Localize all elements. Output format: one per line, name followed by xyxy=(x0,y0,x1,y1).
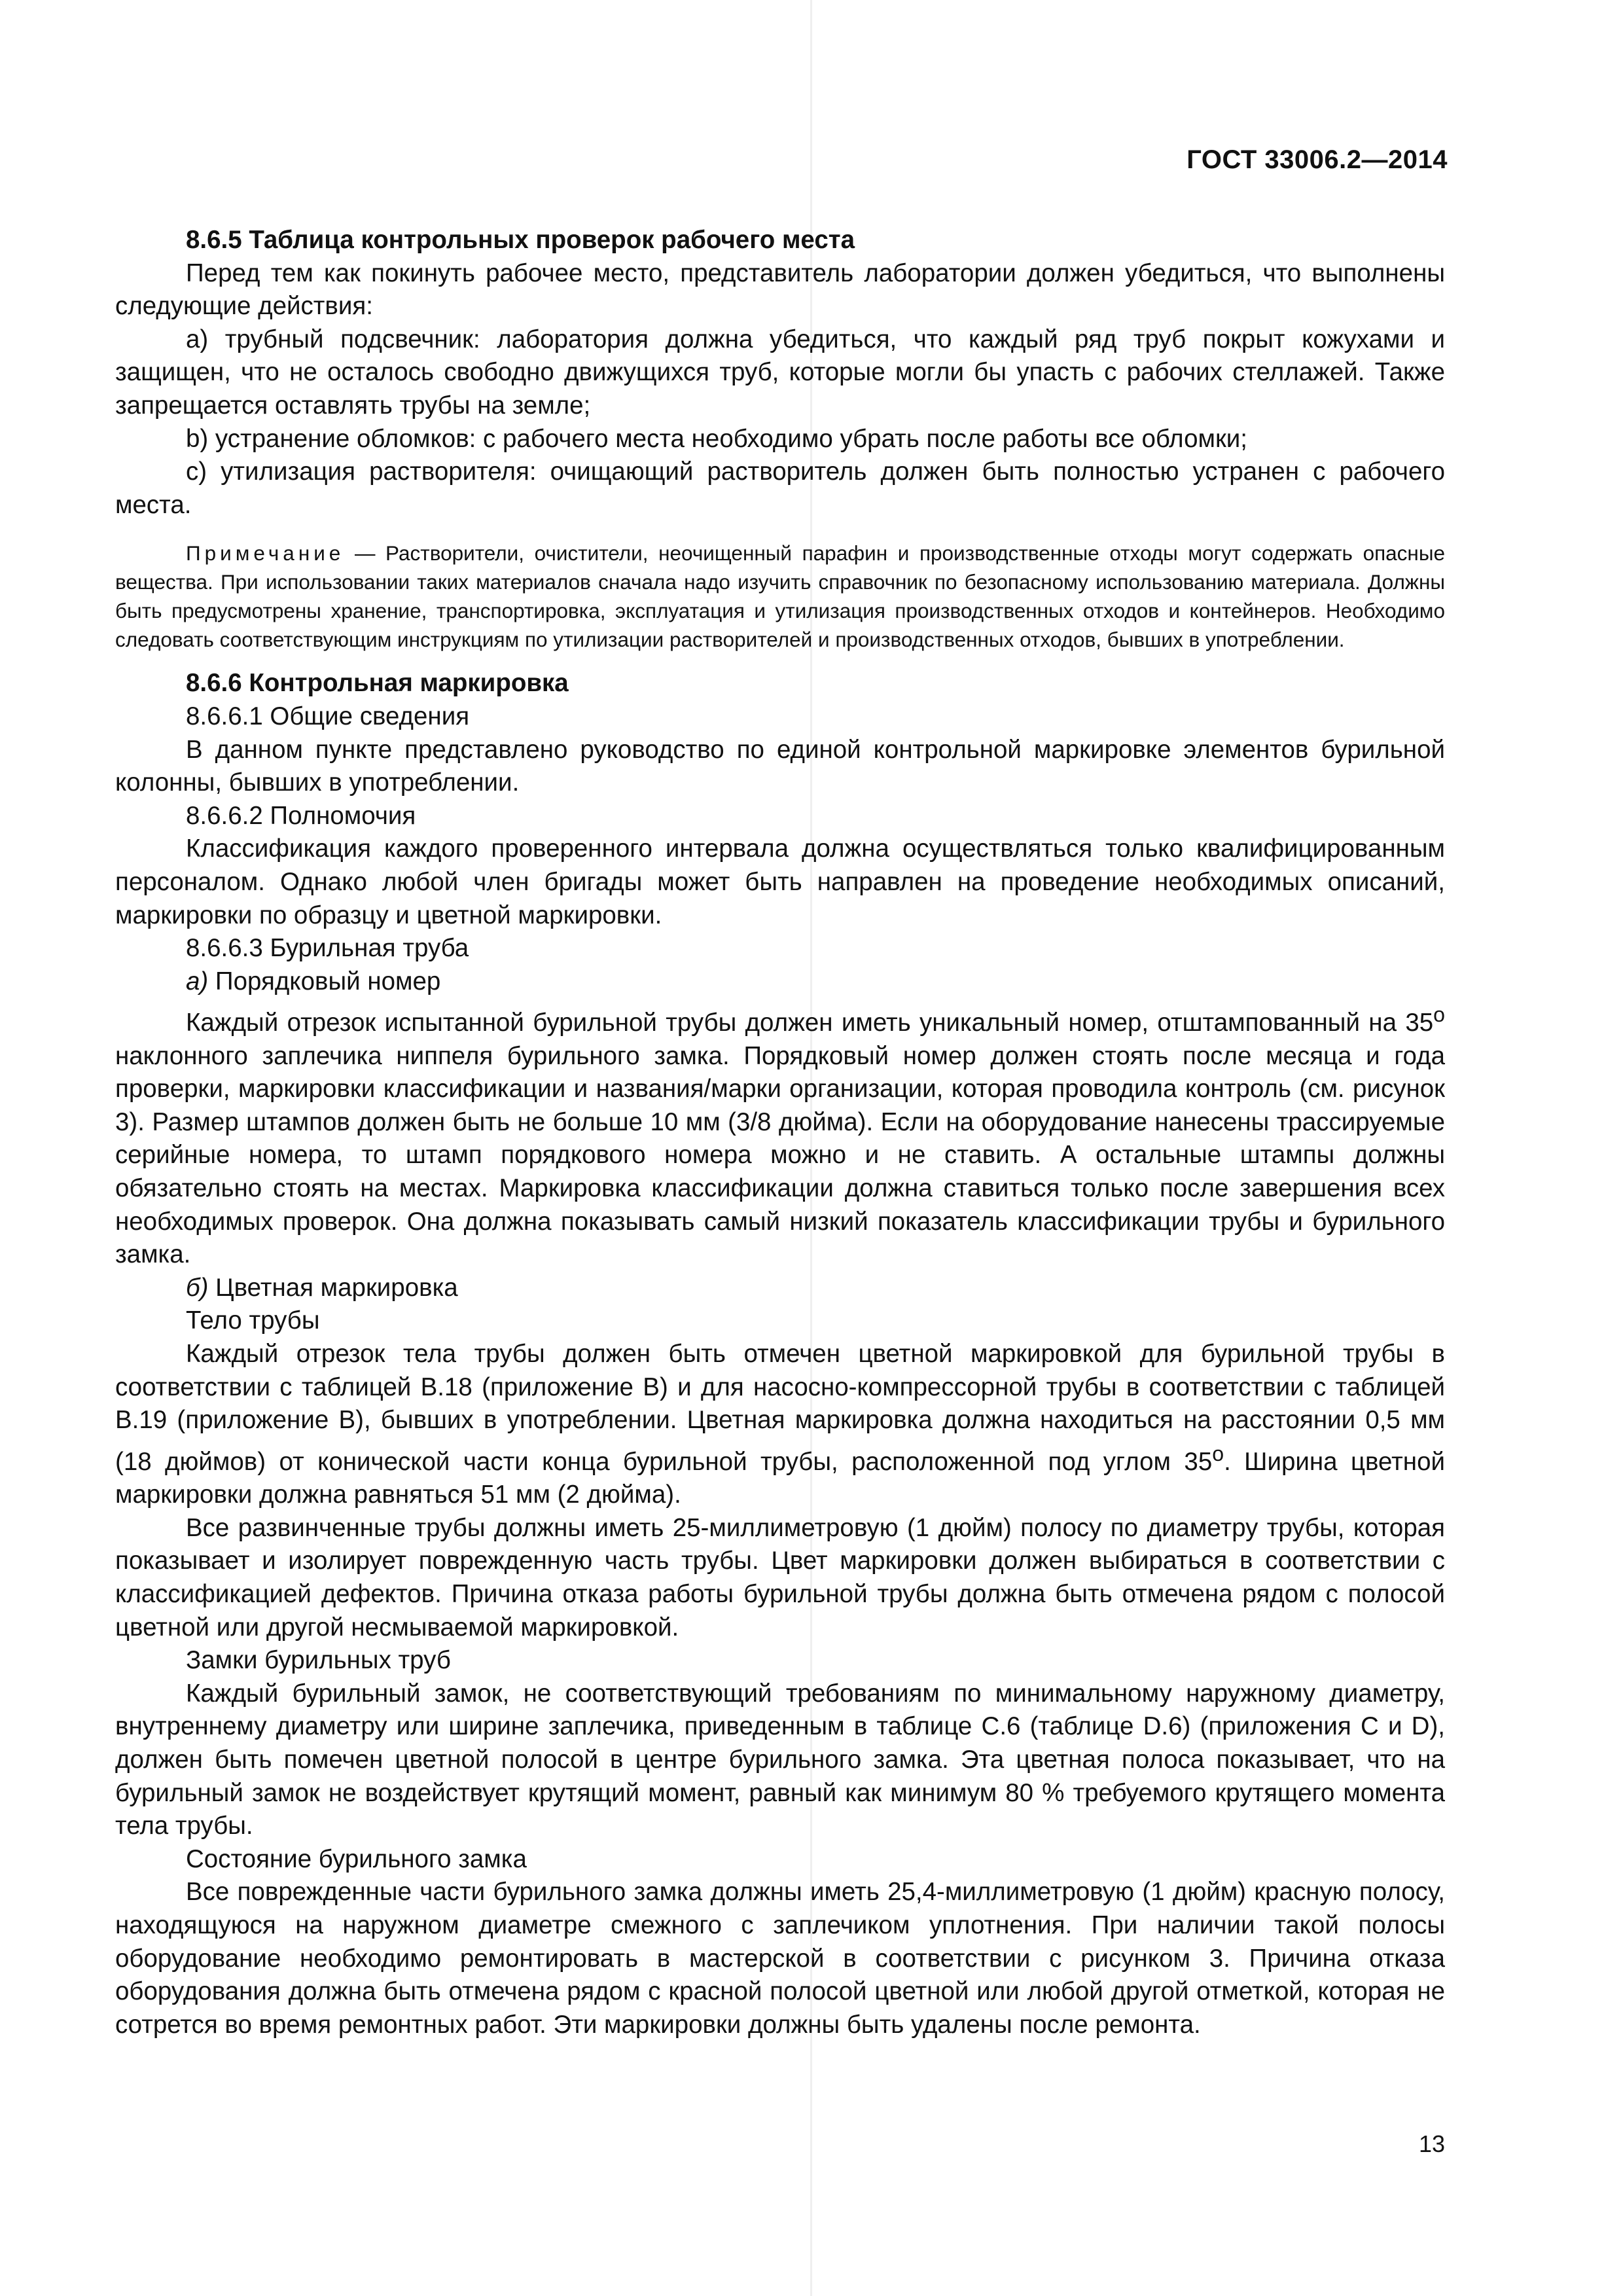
subsection-title: 8.6.6.2 Полномочия xyxy=(186,801,416,830)
subheading: Тело трубы xyxy=(186,1306,320,1335)
paragraph xyxy=(115,998,1445,1272)
degree-superscript: о xyxy=(1212,1441,1224,1465)
paragraph-text: наклонного заплечика ниппеля бурильного замка. Порядковый номер должен стоять после месяца и года проверки, маркировки классификации и названия/марки организации, которая проводила контроль (см. рисунок 3). Размер штампов должен быть не больше 10 мм (3/8 дюйма). Если на оборудование нанесены трассируемые серийные номера, то штамп порядкового номера можно и не ставить. А остальные штампы должны обязательно стоять на местах. Маркировка классификации должна ставиться только после завершения всех необходимых проверок. Она должна показывать самый низкий показатель классификации трубы и бурильного замка. xyxy=(115,1041,1445,1269)
item-title-a xyxy=(115,965,1445,999)
degree-superscript: о xyxy=(1433,1003,1445,1027)
note-block xyxy=(115,539,1445,654)
paragraph: Каждый бурильный замок, не соответствующий требованиям по минимальному наружному диаметру, внутреннему диаметру или ширине заплечика, приведенным в таблице С.6 (таблице D.6) (приложения С и D), должен быть помечен цветной полосой в центре бурильного замка. Эта цветная полоса показывает, что на бурильный замок не воздействует крутящий момент, равный как минимум 80 % требуемого крутящего момента тела трубы. xyxy=(115,1679,1445,1840)
item-title-text: Цветная маркировка xyxy=(208,1273,458,1302)
page-number: 13 xyxy=(1418,2130,1445,2157)
subsection-title: 8.6.6.3 Бурильная труба xyxy=(186,934,469,963)
paragraph: Все развинченные трубы должны иметь 25-миллиметровую (1 дюйм) полосу по диаметру трубы, которая показывает и изолирует поврежденную часть трубы. Цвет маркировки должен выбираться в соответствии с классификацией дефектов. Причина отказа работы бурильной трубы должна быть отмечена рядом с полосой цветной или другой несмываемой маркировкой. xyxy=(115,1513,1445,1641)
paragraph: В данном пункте представлено руководство по единой контрольной маркировке элементов бурильной колонны, бывших в употреблении. xyxy=(115,735,1445,797)
paragraph: Все поврежденные части бурильного замка должны иметь 25,4-миллиметровую (1 дюйм) красную полосу, находящуюся на наружном диаметре смежного с заплечиком уплотнения. При наличии такой полосы оборудование необходимо ремонтировать в мастерской в соответствии с рисунком 3. Причина отказа оборудования должна быть отмечена рядом с красной полосой цветной или любой другой отметкой, которая не сотрется во время ремонтных работ. Эти маркировки должны быть удалены после ремонта. xyxy=(115,1878,1445,2039)
note-label: Примечание xyxy=(186,541,345,565)
paragraph xyxy=(115,1338,1445,1512)
item-title-text: Порядковый номер xyxy=(208,967,441,996)
paragraph: Классификация каждого проверенного интервала должна осуществляться только квалифицированным персоналом. Однако любой член бригады может быть направлен на проведение необходимых описаний, маркировки по образцу и цветной маркировки. xyxy=(115,834,1445,929)
list-item-b: b) устранение обломков: с рабочего места необходимо убрать после работы все обломки; xyxy=(186,424,1248,453)
paragraph: Перед тем как покинуть рабочее место, представитель лаборатории должен убедиться, что выполнены следующие действия: xyxy=(115,259,1445,321)
item-title-b xyxy=(115,1272,1445,1305)
subheading: Состояние бурильного замка xyxy=(186,1844,527,1873)
note-text: — Растворители, очистители, неочищенный парафин и производственные отходы могут содержать опасные вещества. При использовании таких материалов сначала надо изучить справочник по безопасному использованию материала. Должны быть предусмотрены хранение, транспортировка, эксплуатация и утилизация производственных отходов и контейнеров. Необходимо следовать соответствующим инструкциям по утилизации растворителей и производственных отходов, бывших в употреблении. xyxy=(115,541,1445,652)
item-letter: а) xyxy=(186,967,209,996)
paragraph-text: Каждый отрезок испытанной бурильной трубы должен иметь уникальный номер, отштампованный на 35 xyxy=(186,1009,1434,1037)
item-letter: б) xyxy=(186,1273,209,1302)
subheading: Замки бурильных труб xyxy=(186,1646,451,1675)
document-body xyxy=(115,224,1445,2041)
section-heading-8-6-5: 8.6.5 Таблица контрольных проверок рабочего места xyxy=(186,226,855,254)
paragraph-text: . Ширина цветной маркировки должна равняться 51 мм (2 дюйма). xyxy=(115,1447,1445,1509)
subsection-title: 8.6.6.1 Общие сведения xyxy=(186,702,470,730)
paragraph-text: Каждый отрезок тела трубы должен быть отмечен цветной маркировкой для бурильной трубы в соответствии с таблицей В.18 (приложение В) и для насосно-компрессорной трубы в соответствии с таблицей В.19 (приложение В), бывших в употреблении. Цветная маркировка должна находиться на расстоянии 0,5 мм (18 дюймов) от конической части конца бурильной трубы, расположенной под углом 35 xyxy=(115,1340,1445,1476)
list-item-c: c) утилизация растворителя: очищающий растворитель должен быть полностью устранен с рабочего места. xyxy=(115,457,1445,519)
section-heading-8-6-6: 8.6.6 Контрольная маркировка xyxy=(186,669,569,698)
list-item-a: a) трубный подсвечник: лаборатория должна убедиться, что каждый ряд труб покрыт кожухами и защищен, что не осталось свободно движущихся труб, которые могли бы упасть с рабочих стеллажей. Также запрещается оставлять трубы на земле; xyxy=(115,325,1445,420)
document-id-header: ГОСТ 33006.2—2014 xyxy=(1186,145,1448,174)
